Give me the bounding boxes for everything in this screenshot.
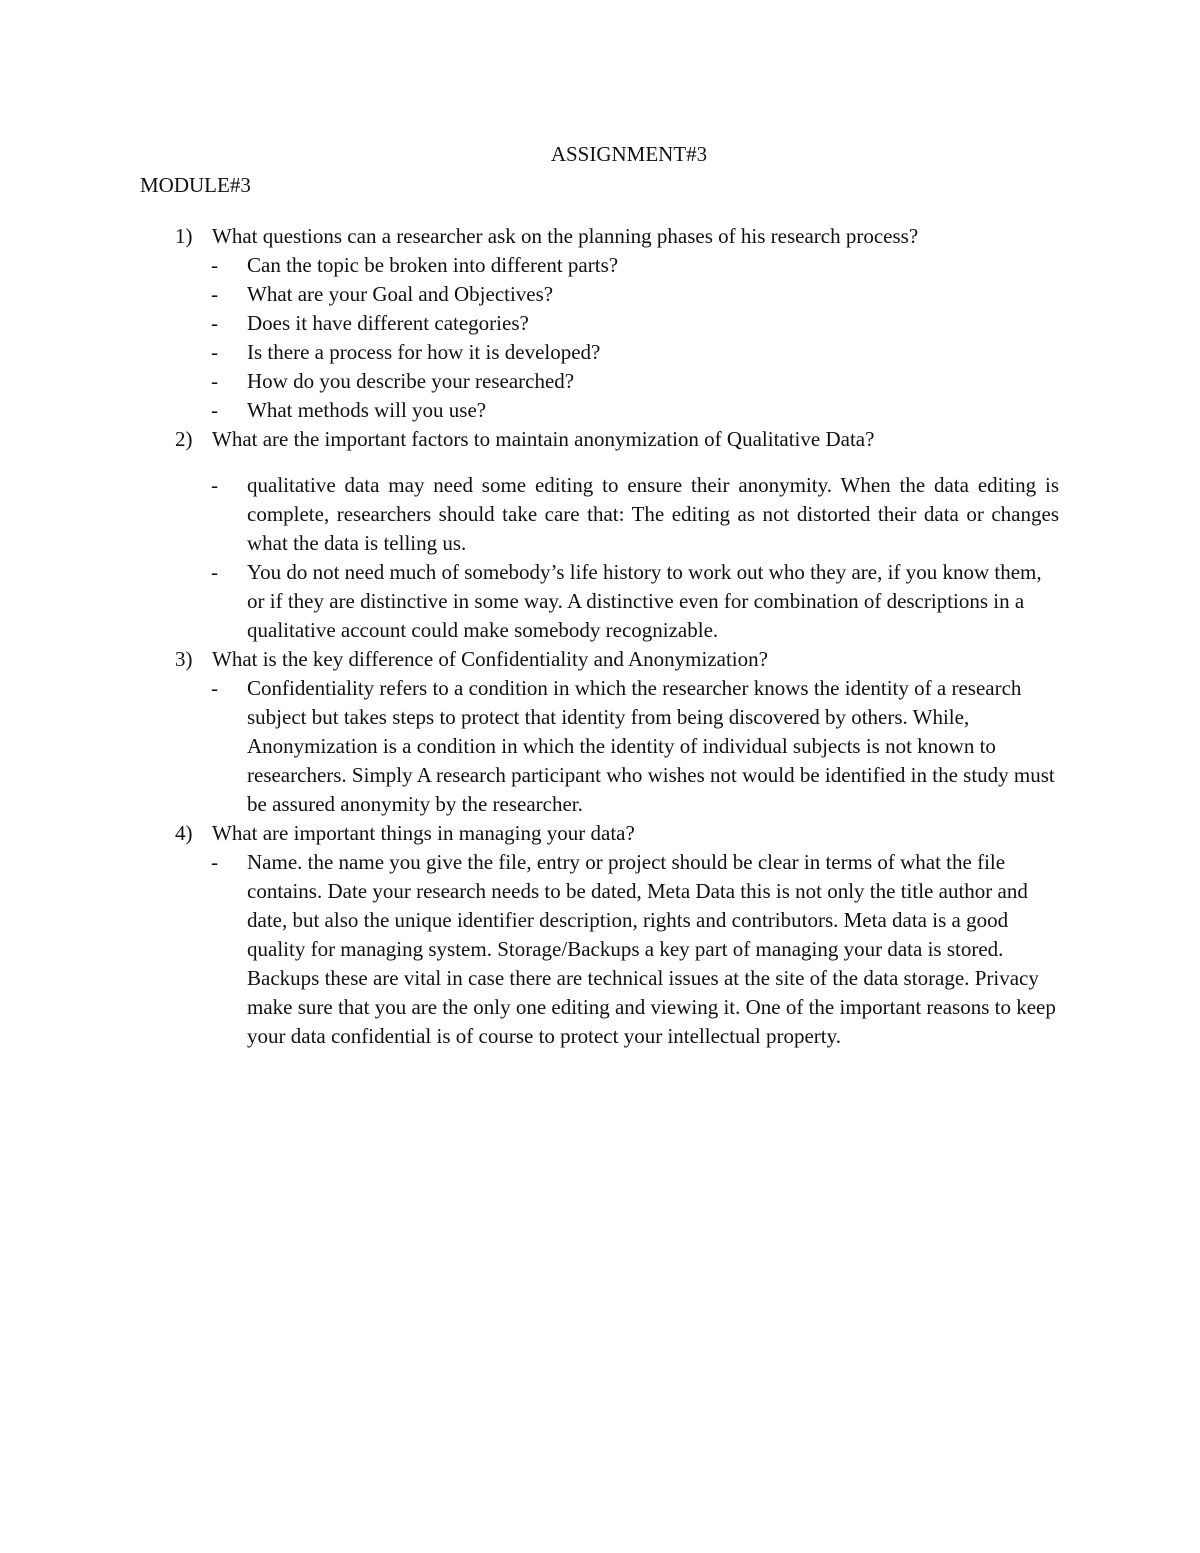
answer-text: How do you describe your researched? bbox=[247, 369, 575, 393]
bullet-dash: - bbox=[211, 369, 218, 393]
answer-item bbox=[140, 280, 1059, 309]
question-1 bbox=[140, 222, 1060, 251]
bullet-dash: - bbox=[211, 473, 218, 497]
answer-item bbox=[140, 251, 1059, 280]
answer-item bbox=[140, 338, 1059, 367]
answer-text: qualitative data may need some editing to ensure their anonymity. When the data editing is complete, researchers should take care that: The editing as not distorted their data or changes what the data is telling us. bbox=[247, 473, 1059, 555]
question-3 bbox=[140, 645, 1060, 674]
answer-item bbox=[140, 848, 1059, 1051]
answer-item bbox=[140, 674, 1059, 819]
question-number: 2) bbox=[175, 427, 193, 451]
bullet-dash: - bbox=[211, 340, 218, 364]
answer-text: Name. the name you give the file, entry or project should be clear in terms of what the file contains. Date your research needs to be dated, Meta Data this is not only the title author and date, but also the unique identifier description, rights and contributors. Meta data is a good quality for managing system. Storage/Backups a key part of managing your data is stored. Backups these are vital in case there are technical issues at the site of the data storage. Privacy make sure that you are the only one editing and viewing it. One of the important reasons to keep your data confidential is of course to protect your intellectual property. bbox=[247, 850, 1056, 1048]
answer-list-2 bbox=[140, 471, 1060, 645]
bullet-dash: - bbox=[211, 676, 218, 700]
answer-text: Confidentiality refers to a condition in which the researcher knows the identity of a research subject but takes steps to protect that identity from being discovered by others. While, Anonymization is a condition in which the identity of individual subjects is not known to researchers. Simply A research participant who wishes not would be identified in the study must be assured anonymity by the researcher. bbox=[247, 676, 1055, 816]
answer-item bbox=[140, 309, 1059, 338]
answer-text: Can the topic be broken into different parts? bbox=[247, 253, 619, 277]
answer-item bbox=[140, 367, 1059, 396]
answer-text: You do not need much of somebody’s life history to work out who they are, if you know them, or if they are distinctive in some way. A distinctive even for combination of descriptions in a qualitative account could make somebody recognizable. bbox=[247, 560, 1042, 642]
answer-item bbox=[140, 396, 1059, 425]
answer-list-4 bbox=[140, 848, 1060, 1051]
question-4 bbox=[140, 819, 1060, 848]
answer-text: What are your Goal and Objectives? bbox=[247, 282, 554, 306]
question-number: 4) bbox=[175, 821, 193, 845]
answer-text: What methods will you use? bbox=[247, 398, 487, 422]
answer-text: Is there a process for how it is developed? bbox=[247, 340, 601, 364]
answer-item bbox=[140, 471, 1059, 558]
question-number: 3) bbox=[175, 647, 193, 671]
question-text: What are important things in managing your data? bbox=[212, 821, 635, 845]
module-label: MODULE#3 bbox=[140, 173, 251, 197]
bullet-dash: - bbox=[211, 253, 218, 277]
question-2 bbox=[140, 425, 1060, 454]
question-number: 1) bbox=[175, 224, 193, 248]
bullet-dash: - bbox=[211, 282, 218, 306]
answer-item bbox=[140, 558, 1059, 645]
bullet-dash: - bbox=[211, 560, 218, 584]
bullet-dash: - bbox=[211, 398, 218, 422]
spacer bbox=[140, 200, 1060, 222]
answer-list-1 bbox=[140, 251, 1060, 425]
bullet-dash: - bbox=[211, 311, 218, 335]
question-text: What is the key difference of Confidentiality and Anonymization? bbox=[212, 647, 768, 671]
document-title: ASSIGNMENT#3 bbox=[550, 142, 708, 166]
bullet-dash: - bbox=[211, 850, 218, 874]
question-text: What are the important factors to maintain anonymization of Qualitative Data? bbox=[212, 427, 875, 451]
question-text: What questions can a researcher ask on the planning phases of his research process? bbox=[212, 224, 919, 248]
answer-list-3 bbox=[140, 674, 1060, 819]
answer-text: Does it have different categories? bbox=[247, 311, 529, 335]
